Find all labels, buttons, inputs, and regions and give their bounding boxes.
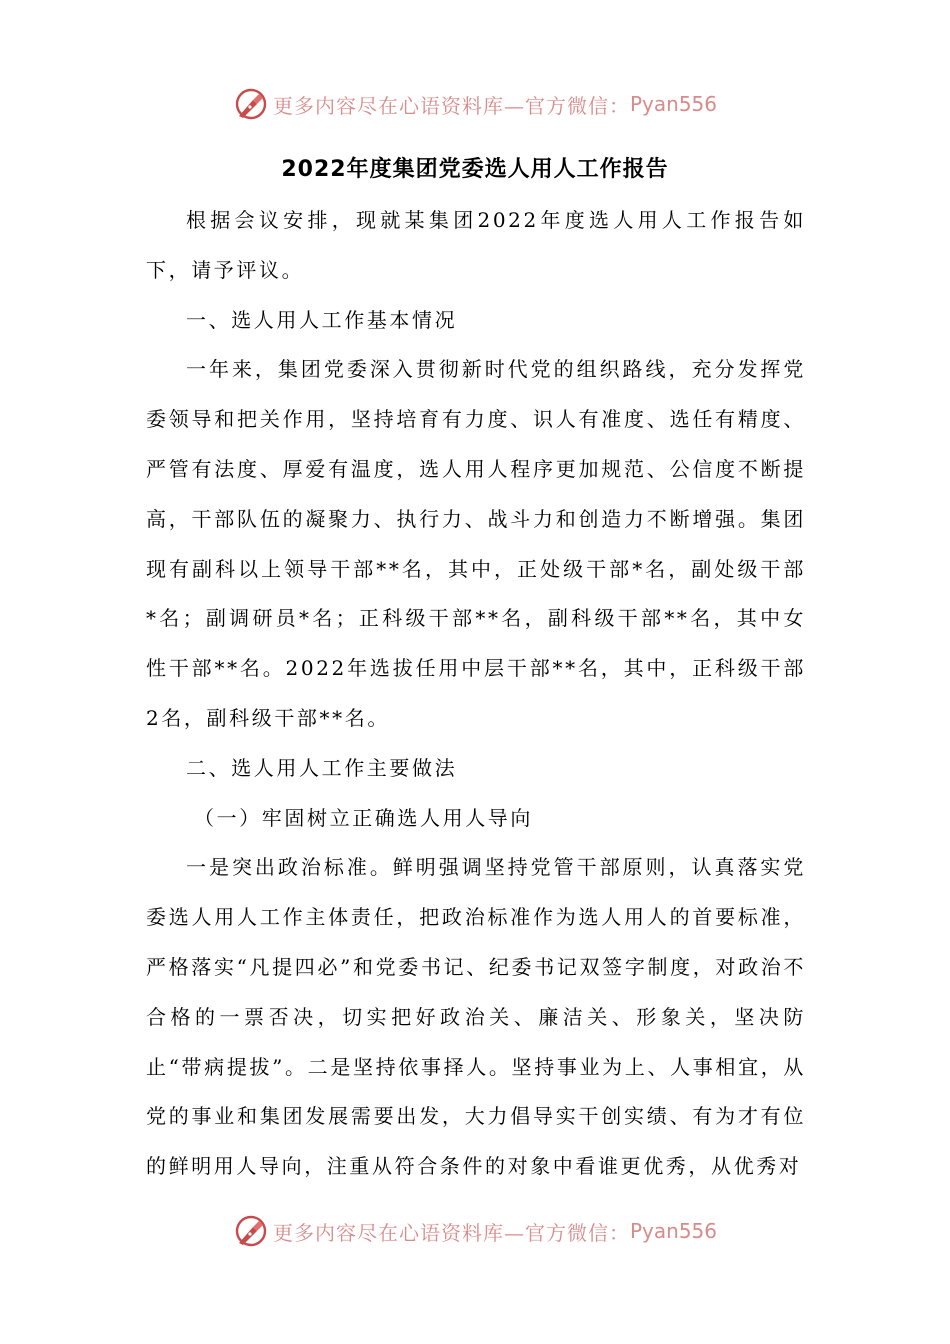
subsection-heading-1: （一）牢固树立正确选人用人导向 — [194, 805, 533, 830]
section-heading-1: 一、选人用人工作基本情况 — [186, 307, 458, 332]
watermark-wechat-id: Pyan556 — [629, 92, 717, 116]
subsection-1-paragraph: 一是突出政治标准。鲜明强调坚持党管干部原则，认真落实党委选人用人工作主体责任，把政治标准作为选人用人的首要标准，严格落实“凡提四必”和党委书记、纪委书记双签字制度，对政治不合格的一票否决，切实把好政治关、廉洁关、形象关，坚决防止“带病提拔”。二是坚持依事择人。坚持事业为上、人事相宜，从党的事业和集团发展需要出发，大力倡导实干创实绩、有为才有位的鲜明用人导向，注重从符合条件的对象中看谁更优秀，从优秀对 — [146, 855, 806, 1179]
header-watermark — [0, 84, 950, 124]
document-body — [146, 196, 806, 1192]
pen-nib-circle-icon — [233, 86, 269, 122]
watermark-site-text: 更多内容尽在心语资料库—官方微信： — [272, 93, 630, 118]
section-1-paragraph: 一年来，集团党委深入贯彻新时代党的组织路线，充分发挥党委领导和把关作用，坚持培育有力度、识人有准度、选任有精度、严管有法度、厚爱有温度，选人用人程序更加规范、公信度不断提高，干部队伍的凝聚力、执行力、战斗力和创造力不断增强。集团现有副科以上领导干部**名，其中，正处级干部*名，副处级干部*名；副调研员*名；正科级干部**名，副科级干部**名，其中女性干部**名。2022年选拔任用中层干部**名，其中，正科级干部2名，副科级干部**名。 — [146, 357, 806, 730]
pen-nib-circle-icon — [233, 1213, 269, 1249]
watermark-wechat-id: Pyan556 — [629, 1219, 717, 1243]
footer-watermark — [0, 1211, 950, 1251]
intro-paragraph: 根据会议安排，现就某集团2022年度选人用人工作报告如下，请予评议。 — [146, 208, 806, 282]
document-title: 2022年度集团党委选人用人工作报告 — [281, 157, 669, 182]
watermark-site-text: 更多内容尽在心语资料库—官方微信： — [272, 1220, 630, 1245]
section-heading-2: 二、选人用人工作主要做法 — [186, 755, 458, 780]
